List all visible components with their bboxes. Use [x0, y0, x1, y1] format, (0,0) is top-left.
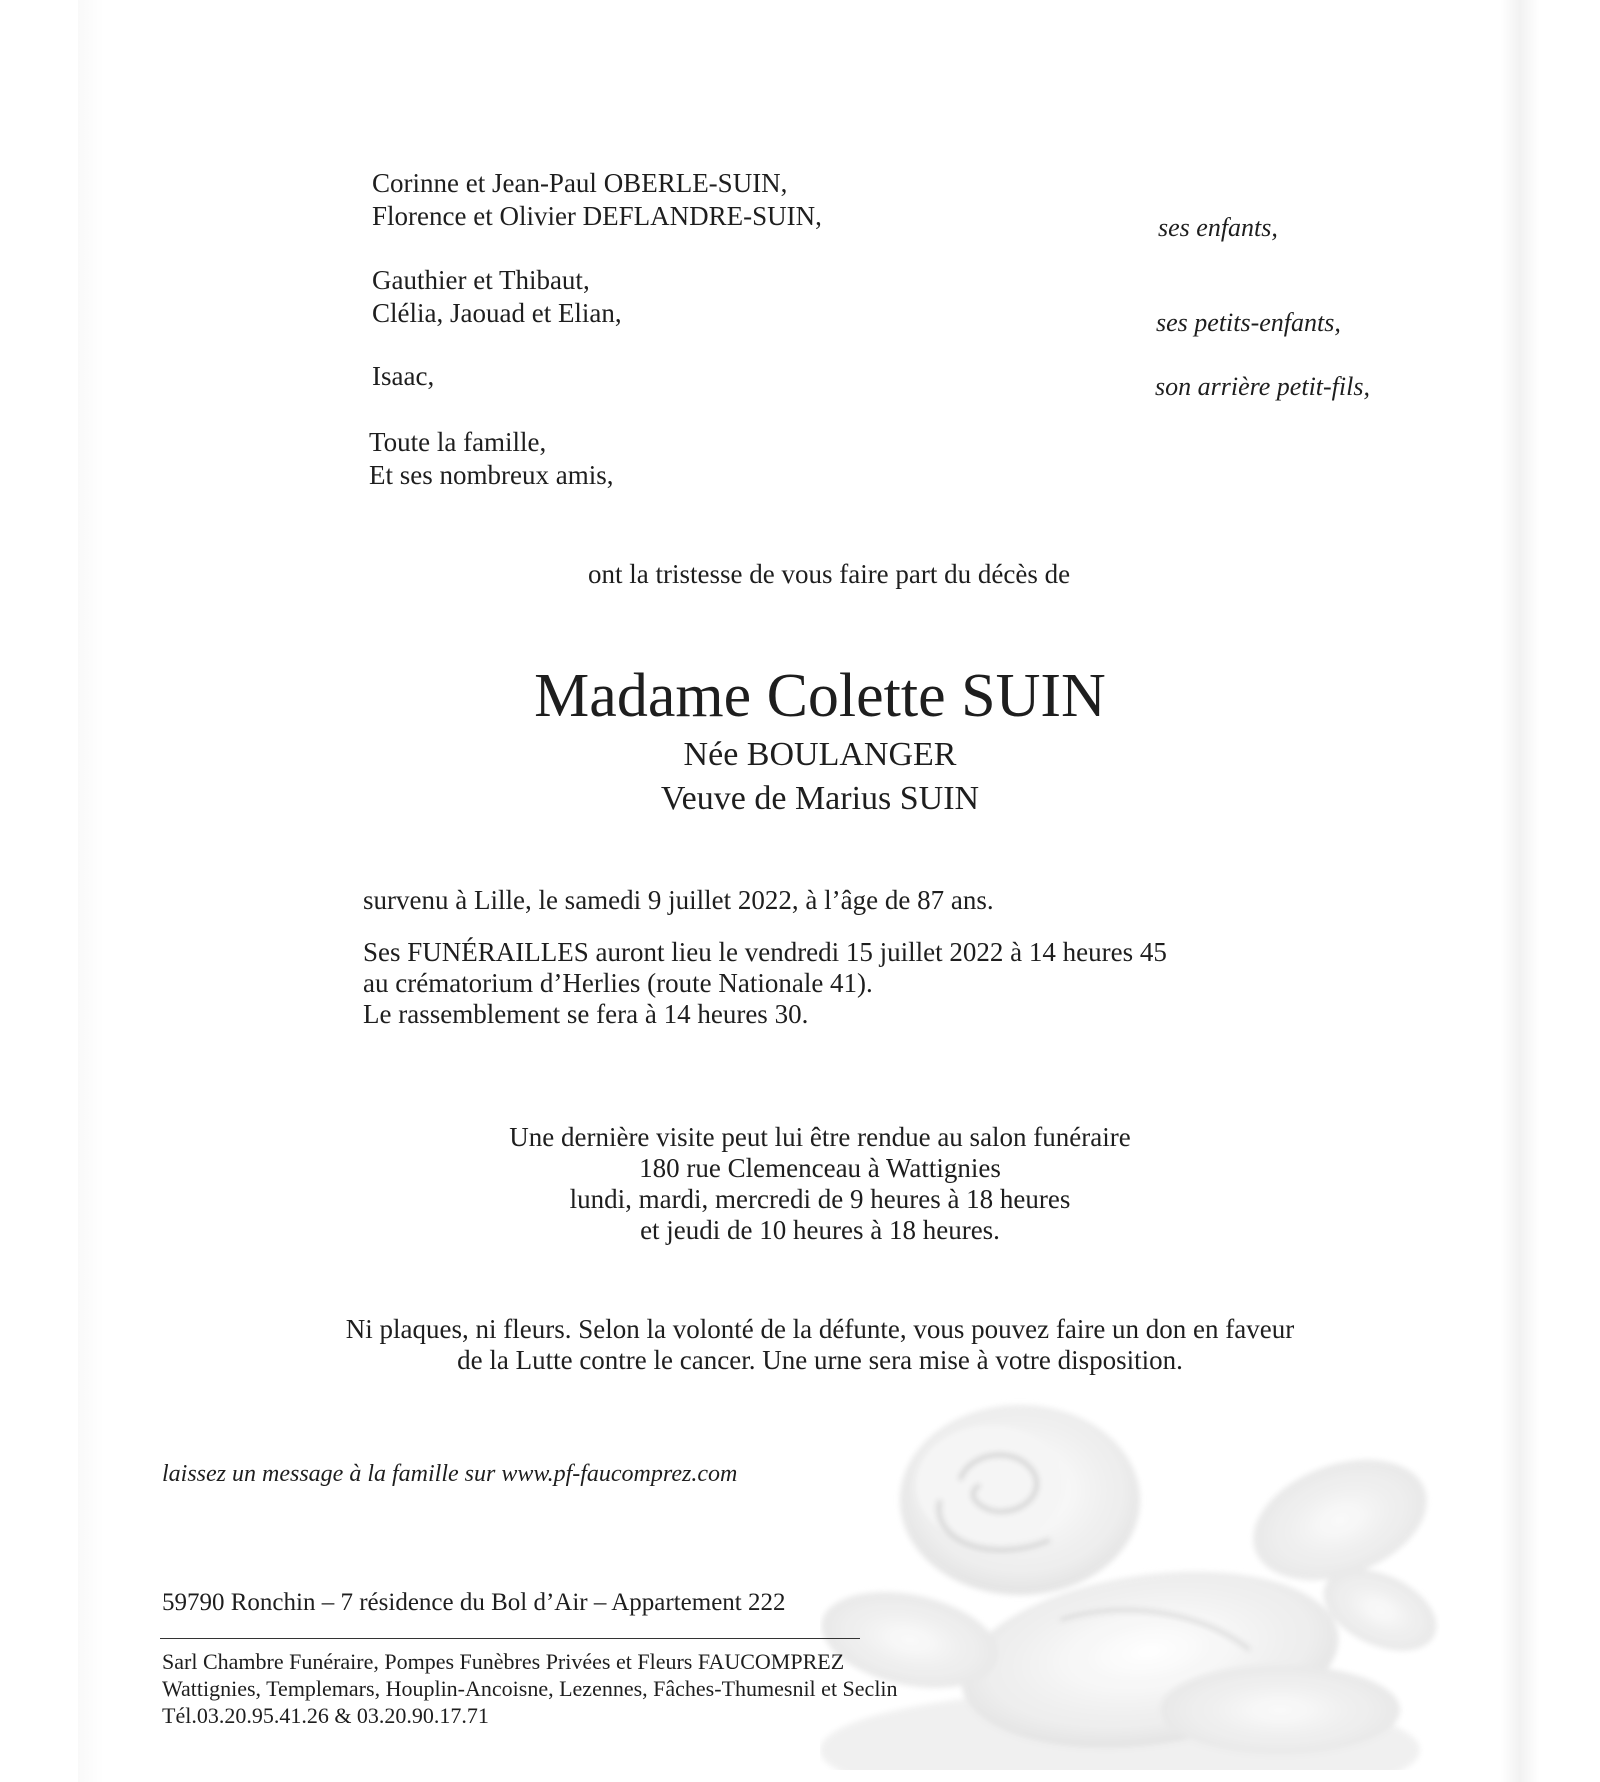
widow-line: Veuve de Marius SUIN [660, 780, 980, 817]
deceased-name: Madame Colette SUIN [534, 662, 1106, 730]
company-name-line: Sarl Chambre Funéraire, Pompes Funèbres Privées et Fleurs FAUCOMPREZ [162, 1649, 845, 1674]
wishes-line-2: de la Lutte contre le cancer. Une urne sera mise à votre disposition. [457, 1345, 1183, 1375]
grandchildren-line-2: Clélia, Jaouad et Elian, [372, 298, 622, 328]
visit-line-1: Une dernière visite peut lui être rendue au salon funéraire [509, 1122, 1131, 1152]
family-line-1: Toute la famille, [369, 427, 547, 457]
grandchildren-line-1: Gauthier et Thibaut, [372, 265, 590, 295]
wishes-line-1: Ni plaques, ni fleurs. Selon la volonté de la défunte, vous pouvez faire un don en faveur [345, 1314, 1295, 1344]
message-invitation: laissez un message à la famille sur www.pf-faucomprez.com [162, 1461, 738, 1487]
funeral-line-1: Ses FUNÉRAILLES auront lieu le vendredi 15 juillet 2022 à 14 heures 45 [363, 937, 1167, 967]
great-grandchild-line: Isaac, [372, 361, 435, 391]
scan-shadow-right [1500, 0, 1540, 1782]
visit-line-3: lundi, mardi, mercredi de 9 heures à 18 heures [569, 1184, 1071, 1214]
company-locations-line: Wattignies, Templemars, Houplin-Ancoisne, Lezennes, Fâches-Thumesnil et Seclin [162, 1676, 898, 1701]
scan-shadow-left [78, 0, 104, 1782]
death-details: survenu à Lille, le samedi 9 juillet 2022, à l’âge de 87 ans. [363, 885, 994, 915]
visit-line-4: et jeudi de 10 heures à 18 heures. [640, 1215, 1000, 1245]
funeral-line-2: au crématorium d’Herlies (route Nationale 41). [363, 968, 873, 998]
great-grandchild-relation-label: son arrière petit-fils, [1155, 372, 1370, 401]
children-line-2: Florence et Olivier DEFLANDRE-SUIN, [372, 201, 822, 231]
funeral-line-3: Le rassemblement se fera à 14 heures 30. [363, 999, 809, 1029]
children-line-1: Corinne et Jean-Paul OBERLE-SUIN, [372, 168, 788, 198]
children-relation-label: ses enfants, [1158, 213, 1278, 242]
footer-divider [160, 1638, 860, 1639]
deceased-address: 59790 Ronchin – 7 résidence du Bol d’Air – Appartement 222 [162, 1589, 786, 1616]
rose-illustration [820, 1390, 1440, 1770]
grandchildren-relation-label: ses petits-enfants, [1156, 308, 1341, 337]
visit-line-2: 180 rue Clemenceau à Wattignies [639, 1153, 1001, 1183]
friends-line: Et ses nombreux amis, [369, 460, 614, 490]
announcement-text: ont la tristesse de vous faire part du décès de [588, 559, 1071, 589]
company-phone-line: Tél.03.20.95.41.26 & 03.20.90.17.71 [162, 1703, 489, 1728]
maiden-name: Née BOULANGER [683, 736, 957, 773]
